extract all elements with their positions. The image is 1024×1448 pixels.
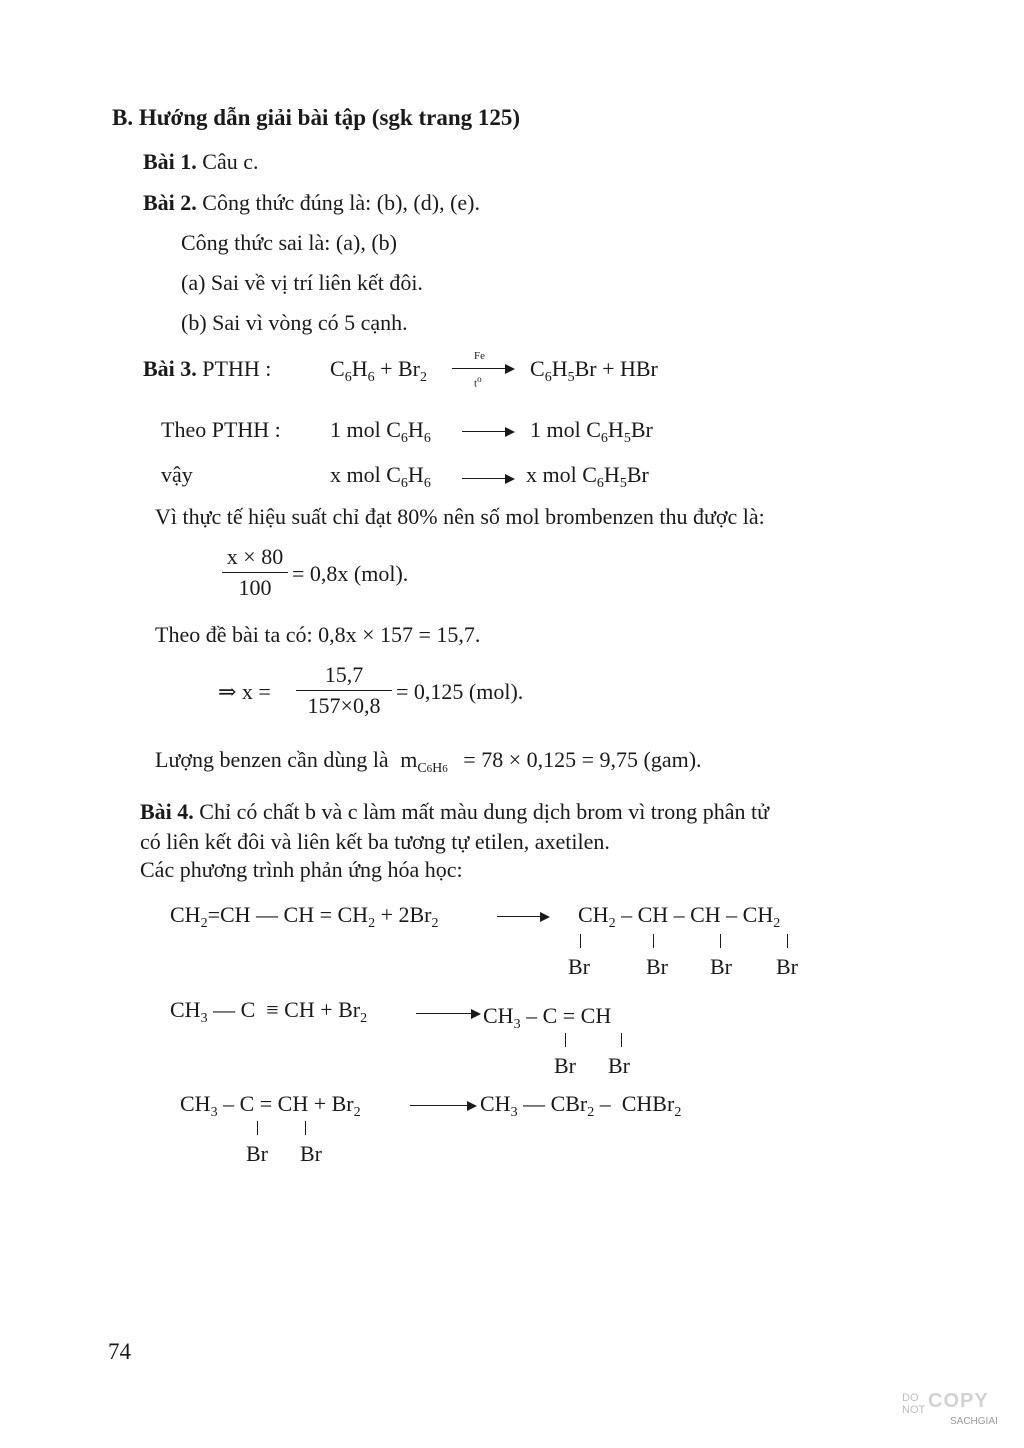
bai2-line (143, 190, 480, 216)
bai2-reason-b: (b) Sai vì vòng có 5 cạnh. (181, 310, 408, 335)
benzene-line: Lượng benzen cần dùng là $m_{C6H6} = 78 \times 0,125 = 9,75$ (gam). (155, 747, 702, 776)
bai4-line2: có liên kết đôi và liên kết ba tương tự etilen, axetilen. (140, 829, 610, 854)
eq1-bond-3 (720, 934, 721, 948)
eq2-br-1: Br (554, 1053, 576, 1078)
eq3-bond-2 (305, 1121, 306, 1135)
watermark-copy: COPY (928, 1390, 989, 1412)
bai2-text: Công thức đúng là: (b), (d), (e). (202, 190, 480, 215)
x-arrow-icon (505, 474, 515, 484)
bai1-text: Câu c. (202, 149, 259, 174)
fraction-1-bar (222, 572, 288, 573)
fraction-1 (222, 544, 288, 601)
eq2-arrow-line (416, 1013, 472, 1014)
implies-x: ⇒ x = (218, 679, 271, 704)
reaction-arrow-line (452, 368, 506, 369)
eq2-br-2: Br (608, 1053, 630, 1078)
x-mol-right: x mol $C_6H_5Br$ (526, 462, 649, 491)
eq3-br-2: Br (300, 1141, 322, 1166)
bai3-pthh: PTHH : (202, 356, 272, 381)
eq3-br-1: Br (246, 1141, 268, 1166)
eq1-br-1: Br (568, 954, 590, 979)
mol-arrow-icon (505, 427, 515, 437)
section-heading: B. Hướng dẫn giải bài tập (sgk trang 125) (112, 105, 521, 130)
eq1-arrow-line (497, 916, 541, 917)
eq3-product: $CH_3$ — CBr$_2$ – CHBr$_2$ (480, 1091, 682, 1120)
fraction-2-bar (296, 690, 392, 691)
bai2-reason-a: (a) Sai về vị trí liên kết đôi. (181, 270, 423, 295)
mol-left: 1 mol $C_6H_6$ (330, 417, 431, 446)
eq2-reactants: $CH_3$ — C ≡ CH + $Br_2$ (170, 997, 368, 1026)
heat-label: $t^o$ (474, 374, 482, 390)
fraction-2-numerator: 15,7 (324, 662, 364, 687)
reaction-arrow-icon (505, 364, 515, 374)
fraction-1-result: = 0,8x (mol). (292, 561, 409, 586)
eq1-bond-4 (787, 934, 788, 948)
fraction-2-denominator: 157×0,8 (307, 693, 381, 718)
eq1-bond-1 (580, 934, 581, 948)
bai4-label: Bài 4. (140, 799, 194, 824)
eq1-reactants: $CH_2=CH$ — CH = $CH_2 + 2Br_2$ (170, 902, 439, 931)
eq1-arrow-icon (540, 912, 550, 922)
eq1-product: $CH_2$ – CH – CH – $CH_2$ (578, 902, 781, 931)
eq2-bond-1 (565, 1033, 566, 1047)
watermark-logo (902, 1390, 1006, 1434)
fraction-1-denominator: 100 (238, 575, 272, 600)
eq3-reactants: $CH_3$ – C = CH + $Br_2$ (180, 1091, 361, 1120)
fraction-2-result: = 0,125 (mol). (396, 679, 524, 704)
eq2-arrow-icon (471, 1009, 481, 1019)
bai2-wrong: Công thức sai là: (a), (b) (181, 230, 397, 255)
watermark-do-not: DO NOT (902, 1392, 926, 1416)
bai1-line (143, 149, 259, 175)
eq1-br-4: Br (776, 954, 798, 979)
bai4-line1: Bài 4. Chỉ có chất b và c làm mất màu dung dịch brom vì trong phân tử (140, 799, 770, 824)
mol-right: 1 mol $C_6H_5Br$ (530, 417, 653, 446)
eq1-br-2: Br (646, 954, 668, 979)
fraction-1-numerator: x × 80 (226, 544, 284, 569)
watermark-brand: SACHGIAI (950, 1416, 998, 1427)
bai3-line (143, 356, 271, 382)
eq3-bond-1 (257, 1121, 258, 1135)
bai1-label: Bài 1. (143, 149, 197, 174)
theo-pthh-label: Theo PTHH : (161, 417, 281, 442)
theo-de-text: Theo đề bài ta có: 0,8x × 157 = 15,7. (155, 622, 481, 647)
fraction-2 (296, 662, 392, 719)
x-arrow-line (462, 478, 506, 479)
vay-label: vậy (161, 462, 193, 487)
bai4-line3: Các phương trình phản ứng hóa học: (140, 857, 463, 882)
reaction-products: $C_6H_5Br$ + HBr (530, 356, 658, 385)
eq2-product: $CH_3$ – C = CH (483, 1003, 612, 1032)
page-number: 74 (108, 1339, 131, 1364)
mol-arrow-line (462, 431, 506, 432)
eq3-arrow-line (410, 1105, 468, 1106)
eq1-br-3: Br (710, 954, 732, 979)
efficiency-text: Vì thực tế hiệu suất chỉ đạt 80% nên số mol brombenzen thu được là: (155, 504, 765, 529)
x-mol-left: x mol $C_6H_6$ (330, 462, 431, 491)
catalyst-label: Fe (474, 350, 485, 362)
bai2-label: Bài 2. (143, 190, 197, 215)
eq1-bond-2 (653, 934, 654, 948)
reaction-reactants: $C_6H_6 + Br_2$ (330, 356, 427, 385)
eq3-arrow-icon (467, 1101, 477, 1111)
bai3-label: Bài 3. (143, 356, 197, 381)
eq2-bond-2 (621, 1033, 622, 1047)
